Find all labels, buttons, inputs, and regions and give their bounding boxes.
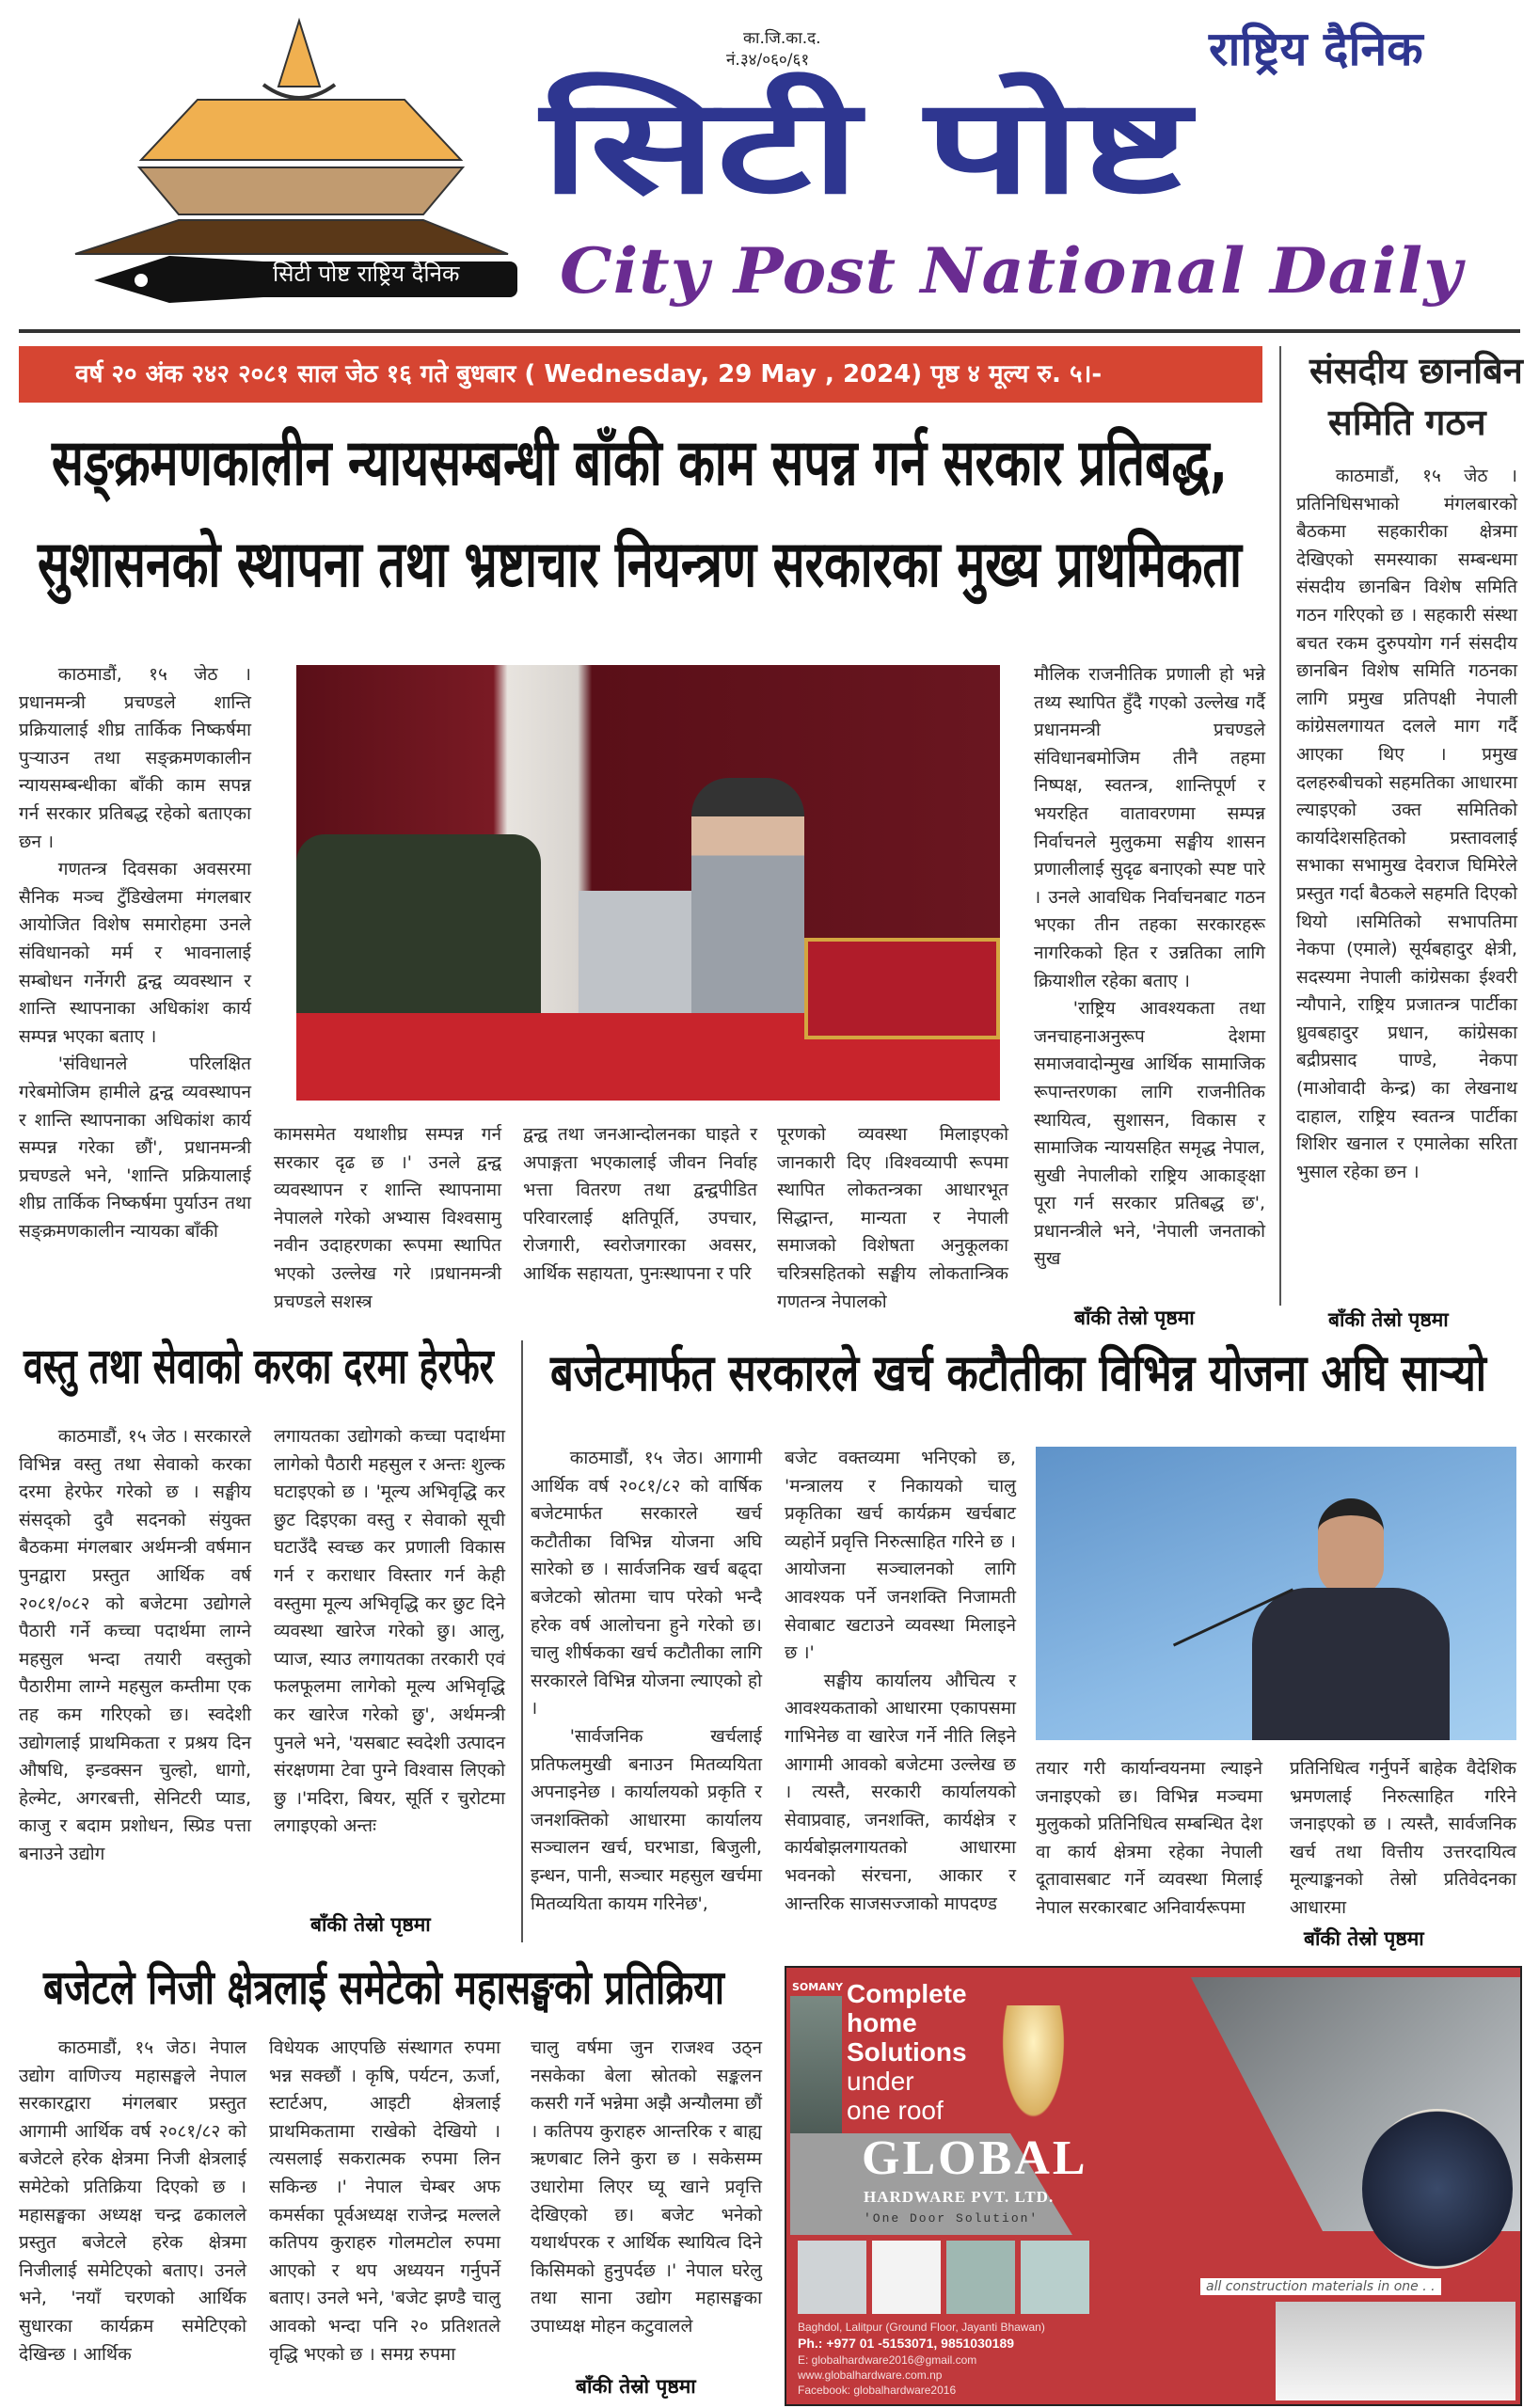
tax-headline: वस्तु तथा सेवाको करका दरमा हेरफेर <box>24 1339 494 1395</box>
minister-suit <box>1252 1588 1450 1740</box>
ad-slogan: Complete home Solutions under one roof <box>847 1979 967 2125</box>
lead-photo-prime-minister-speech <box>296 665 1000 1101</box>
lead-column-1: काठमाडौं, १५ जेठ । प्रधानमन्त्री प्रचण्डले शान्ति प्रक्रियालाई शीघ्र तार्किक निष्कर्षमा पुऱ्याउन तथा सङ्क्रमणकालीन न्यायसम्बन्धीका बाँकी काम सपन्न गर्न सरकार प्रतिबद्ध रहेको बताएका छन । गणतन्त्र दिवसका अवसरमा सैनिक मञ्च टुँडिखेलमा मंगलबार आयोजित विशेष समारोहमा उनले संविधानको मर्म र भावनालाई सम्बोधन गर्नेगरी द्वन्द्व व्यवस्थान र शान्ति स्थापनाका अधिकांश कार्य सम्पन्न भएका बताए । 'संविधानले परिलक्षित गरेबमोजिम हामीले द्वन्द्व व्यवस्थापन र शान्ति स्थापनाका अधिकांश कार्य सम्पन्न गरेका छौं', प्रधानमन्त्री प्रचण्डले भने, 'शान्ति प्रक्रियालाई शीघ्र तार्किक निष्कर्षमा पुर्याउन तथा सङ्क्रमणकालीन न्यायका बाँकी <box>19 664 251 1242</box>
toilet-thumb <box>946 2241 1015 2314</box>
budget-column-1: काठमाडौं, १५ जेठ। आगामी आर्थिक वर्ष २०८१/८२ को वार्षिक बजेटमार्फत सरकारले खर्च कटौतीका विभिन्न योजना अघि सारेको छ । सार्वजनिक खर्च बढ्दा बजेटको स्रोतमा चाप परेको भन्दै हरेक वर्ष आलोचना हुने गरेको छ। चालु शीर्षकका खर्च कटौतीका लागि सरकारले विभिन्न योजना ल्याएको हो । 'सार्वजनिक खर्चलाई प्रतिफलमुखी बनाउन मितव्ययिता अपनाइनेछ । कार्यालयको प्रकृति र जनशक्तिको आधारमा कार्यालय सञ्चालन खर्च, घरभाडा, बिजुली, इन्धन, पानी, सञ्चार महसुल खर्चमा मितव्ययिता कायम गरिनेछ', <box>531 1448 762 1914</box>
federation-column-3: चालु वर्षमा जुन राजश्व उठ्न नसकेका बेला स्रोतको सङ्कलन कसरी गर्ने भन्नेमा अझै अन्यौलमा छौं । कतिपय कुराहरु आन्तरिक र बाह्य ऋणबाट लिने कुरा छ । सकेसम्म उधारोमा लिएर घ्यू खाने प्रवृत्ति देखिएको छ। बजेट भनेको यथार्थपरक र आर्थिक स्थायित्व दिने किसिमको हुनुपर्दछ ।' नेपाल घरेलु तथा साना उद्योग महासङ्घका उपाध्यक्ष मोहन कटुवालले <box>531 2037 762 2337</box>
dateline: वर्ष २० अंक २४२ २०८१ साल जेठ १६ गते बुधबार ( Wednesday, 29 May , 2024) पृष्ठ ४ मूल्य रु. ५।- <box>75 360 1103 388</box>
federation-continued-link[interactable]: बाँकी तेस्रो पृष्ठमा <box>576 2375 696 2398</box>
sidebar-headline-2: समिति गठन <box>1328 402 1486 443</box>
lead-column-5: मौलिक राजनीतिक प्रणाली हो भन्ने तथ्य स्थापित हुँदै गएको उल्लेख गर्दै प्रधानमन्त्री प्रचण्डले संविधानबमोजिम तीनै तहमा निष्पक्ष, स्वतन्त्र, शान्तिपूर्ण र भयरहित वातावरणमा सम्पन्न निर्वाचनले मुलुकमा सङ्घीय शासन प्रणालीलाई सुदृढ बनाएको स्पष्ट पारे । उनले आवधिक निर्वाचनबाट गठन भएका तीन तहका सरकारहरू नागरिकको हित र उन्नतिका लागि क्रियाशील रहेका बताए । 'राष्ट्रिय आवश्यकता तथा जनचाहनाअनुरूप देशमा समाजवादोन्मुख आर्थिक सामाजिक रूपान्तरणका लागि राजनीतिक स्थायित्व, सुशासन, विकास र सामाजिक न्यायसहित समृद्ध नेपाल, सुखी नेपालीको राष्ट्रिय आकाङ्क्षा पूरा गर्न सरकार प्रतिबद्ध छ', प्रधानन्त्रीले भने, 'नेपाली जनताको सुख <box>1034 664 1265 1270</box>
budget-column-4: प्रतिनिधित्व गर्नुपर्ने बाहेक वैदेशिक भ्रमणलाई निरुत्साहित गरिने जनाइएको छ । त्यस्तै, सार्वजनिक खर्च तथा वित्तीय उत्तरदायित्व मूल्याङ्कनको तेस्रो प्रतिवेदनका आधारमा <box>1290 1758 1516 1918</box>
product-thumbnails <box>798 2241 1089 2314</box>
date-band <box>19 346 1262 403</box>
masthead-rule <box>19 329 1520 333</box>
masthead-title-nepali: सिटी पोष्ट <box>541 71 1190 224</box>
sidebar-headline-1: संसदीय छानबिन <box>1309 350 1523 391</box>
ad-contact: Baghdol, Lalitpur (Ground Floor, Jayanti Bhawan) Ph.: +977 01 -5153071, 9851030189 E: globalhardware2016@gmail.com www.globalhardware.com.np Facebook: globalhardware2016 <box>798 2321 1045 2397</box>
shower-cabin-photo <box>1362 2109 1513 2269</box>
registration-line-2: नं.३४/०६०/६१ <box>726 51 810 70</box>
masthead-title-english-box <box>560 233 1463 309</box>
lead-headline-line-1: सङ्क्रमणकालीन न्यायसम्बन्धी बाँकी काम सपन्न गर्न सरकार प्रतिबद्ध, <box>52 426 1228 500</box>
sidebar-body: काठमाडौं, १५ जेठ । प्रतिनिधिसभाको मंगलबारको बैठकमा सहकारीका क्षेत्रमा देखिएको समस्याका सम्बन्धमा संसदीय छानबिन विशेष समिति गठन गरिएको छ । सहकारी संस्था बचत रकम दुरुपयोग गर्न संसदीय छानबिन विशेष समिति गठनका लागि प्रमुख प्रतिपक्षी नेपाली कांग्रेसलगायत दलले माग गर्दै आएका थिए । प्रमुख दलहरुबीचको सहमतिका आधारमा ल्याइएको उक्त समितिको कार्यादेशसहितको प्रस्तावलाई सभाका सभामुख देवराज घिमिरेले प्रस्तुत गर्दा बैठकले सहमति दिएको थियो ।समितिको सभापतिमा नेकपा (एमाले) सूर्यबहादुर क्षेत्री, सदस्यमा नेपाली कांग्रेसका ईश्वरी न्यौपाने, राष्ट्रिय प्रजातन्त्र पार्टीका ध्रुवबहादुर प्रधान, कांग्रेसका बद्रीप्रसाद पाण्डे, नेकपा (माओवादी केन्द्र) का लेखनाथ दाहाल, राष्ट्रिय स्वतन्त्र पार्टीका शिशिर खनाल र एमालेका सरिता भुसाल रहेका छन । <box>1296 466 1517 1182</box>
tax-continued-link[interactable]: बाँकी तेस्रो पृष्ठमा <box>310 1913 431 1936</box>
ad-company-sub: HARDWARE PVT. LTD. <box>864 2188 1055 2206</box>
federation-column-2: विधेयक आएपछि संस्थागत रुपमा भन्न सक्छौं । कृषि, पर्यटन, ऊर्जा, स्टार्टअप, आइटी क्षेत्रलाई प्राथमिकतामा राखेको देखियो । त्यसलाई सकरात्मक रुपमा लिन सकिन्छ ।' नेपाल चेम्बर अफ कमर्सका पूर्वअध्यक्ष राजेन्द्र मल्लले कतिपय कुराहरु गोलमटोल रुपमा आएको र थप अध्ययन गर्नुपर्ने बताए। उनले भने, 'बजेट झण्डै चालु आवको भन्दा पनि २० प्रतिशतले वृद्धि भएको छ । समग्र रुपमा <box>269 2037 500 2365</box>
shower-head-thumb <box>798 2241 866 2314</box>
bathtub-photo <box>1276 2302 1515 2400</box>
registration-line-1: का.जि.का.द. <box>743 29 821 48</box>
sidebar-divider <box>1279 346 1281 1306</box>
faucet-thumb <box>872 2241 941 2314</box>
global-hardware-advertisement[interactable] <box>785 1966 1522 2406</box>
budget-continued-link[interactable]: बाँकी तेस्रो पृष्ठमा <box>1304 1927 1424 1950</box>
masthead <box>0 0 1539 325</box>
tax-budget-divider <box>521 1340 523 1942</box>
ad-strap: all construction materials in one . . <box>1200 2278 1441 2295</box>
lead-continued-link[interactable]: बाँकी तेस्रो पृष्ठमा <box>1074 1307 1195 1329</box>
budget-column-3: तयार गरी कार्यान्वयनमा ल्याइने जनाइएको छ। विभिन्न मञ्चमा मुलुकको प्रतिनिधित्व सम्बन्धित देश वा कार्य क्षेत्रमा रहेका नेपाली दूतावासबाट गर्ने व्यवस्था मिलाई नेपाल सरकारबाट अनिवार्यरूपमा <box>1036 1758 1262 1918</box>
red-chairs <box>804 938 1000 1039</box>
chandelier-icon <box>998 2005 1069 2128</box>
budget-headline: बजेटमार्फत सरकारले खर्च कटौतीका विभिन्न योजना अघि सार्‍यो <box>550 1343 1486 1402</box>
lead-column-3: द्वन्द्व तथा जनआन्दोलनका घाइते र अपाङ्गता भएकालाई जीवन निर्वाह भत्ता वितरण तथा द्वन्द्वपीडित परिवारलाई क्षतिपूर्ति, उपचार, रोजगारी, स्वरोजगारका अवसर, आर्थिक सहायता, पुनःस्थापना र परि <box>523 1124 757 1284</box>
federation-headline: बजेटले निजी क्षेत्रलाई समेटेको महासङ्घको प्रतिक्रिया <box>43 1960 724 2015</box>
federation-column-1: काठमाडौं, १५ जेठ। नेपाल उद्योग वाणिज्य महासङ्घले नेपाल सरकारद्वारा मंगलबार प्रस्तुत आगामी आर्थिक वर्ष २०८१/८२ को बजेटले हरेक क्षेत्रमा निजी क्षेत्रलाई समेटेको प्रतिक्रिया दिएको छ । महासङ्घका अध्यक्ष चन्द्र ढकालले प्रस्तुत बजेटले हरेक क्षेत्रमा निजीलाई समेटिएको बताए। उनले भने, 'नयाँ चरणको आर्थिक सुधारका कार्यक्रम समेटिएको देखिन्छ । आर्थिक <box>19 2037 246 2365</box>
lead-column-4: पूरणको व्यवस्था मिलाइएको जानकारी दिए ।विश्वव्यापी रूपमा स्थापित लोकतन्त्रका आधारभूत सिद्धान्त, मान्यता र नेपाली समाजको विशेषता अनुकूलका चरित्रसहितको सङ्घीय लोकतान्त्रिक गणतन्त्र नेपालको <box>777 1124 1008 1312</box>
tax-column-2: लगायतका उद्योगको कच्चा पदार्थमा लागेको पैठारी महसुल र अन्तः शुल्क घटाइएको छ । 'मूल्य अभिवृद्धि कर छुट दिइएका वस्तु र सेवाको सूची घटाउँदै स्वच्छ कर प्रणाली विकास गर्न र कराधार विस्तार गर्न केही वस्तुमा मूल्य अभिवृद्धि कर छुट दिने व्यवस्था खारेज गरेको छु। आलु, प्याज, स्याउ लगायतका तरकारी एवं फलफूलमा लागेको मूल्य अभिवृद्धि कर खारेज गरेको छु', अर्थमन्त्री पुनले भने, 'यसबाट स्वदेशी उत्पादन संरक्षणमा टेवा पुग्ने विश्वास लिएको छु ।'मदिरा, बियर, सूर्ति र चुरोटमा लगाइएको अन्तः <box>274 1426 505 1837</box>
ad-motto: 'One Door Solution' <box>864 2211 1039 2226</box>
masthead-title-english: City Post National Daily <box>560 234 1463 308</box>
finance-minister-photo <box>1036 1447 1516 1740</box>
ad-company-name: GLOBAL <box>862 2131 1088 2185</box>
lead-column-2: कामसमेत यथाशीघ्र सम्पन्न गर्न सरकार दृढ छ ।' उनले द्वन्द्व व्यवस्थापन र शान्ति स्थापनामा नेपालले गरेको अभ्यास विश्वसामु नवीन उदाहरणका रूपमा स्थापित भएको उल्लेख गरे ।प्रधानमन्त्री प्रचण्डले सशस्त्र <box>274 1124 501 1312</box>
lead-headline-line-2: सुशासनको स्थापना तथा भ्रष्टाचार नियन्त्रण सरकारका मुख्य प्राथमिकता <box>38 528 1242 602</box>
officers-figures <box>296 834 541 1022</box>
basin-thumb <box>1021 2241 1089 2314</box>
tax-column-1: काठमाडौं, १५ जेठ । सरकारले विभिन्न वस्तु तथा सेवाको करका दरमा हेरफेर गरेको छ । सङ्घीय संसद्को दुवै सदनको संयुक्त बैठकमा मंगलबार अर्थमन्त्री वर्षमान पुनद्वारा प्रस्तुत आर्थिक वर्ष २०८१/०८२ को बजेटमा उद्योगले पैठारी गर्ने कच्चा पदार्थमा लाग्ने महसुल भन्दा तयारी वस्तुको पैठारीमा लाग्ने महसुल कम्तीमा एक तह कम गरिएको छ। स्वदेशी उद्योगलाई प्राथमिकता र प्रश्रय दिन औषधि, इन्डक्सन चुल्हो, धागो, हेल्मेट, अगरबत्ती, सेनिटरी प्याड, काजु र बदाम प्रशोधन, स्प्रिड पत्ता बनाउने उद्योग <box>19 1426 251 1864</box>
masthead-title-nepali-box <box>541 71 1190 224</box>
sidebar-continued-link[interactable]: बाँकी तेस्रो पृष्ठमा <box>1328 1308 1449 1331</box>
minister-head <box>1318 1498 1384 1595</box>
budget-column-2: बजेट वक्तव्यमा भनिएको छ, 'मन्त्रालय र निकायको चालु प्रकृतिका खर्च कार्यक्रम खर्चबाट व्यहोर्ने प्रवृत्ति निरुत्साहित गरिने छ । आयोजना सञ्चालनको लागि आवश्यक पर्ने जनशक्ति निजामती सेवाबाट खटाउने व्यवस्था मिलाइने छ ।' सङ्घीय कार्यालय औचित्य र आवश्यकताको आधारमा एकापसमा गाभिनेछ वा खारेज गर्ने नीति लिइने आगामी आवको बजेटमा उल्लेख छ । त्यस्तै, सरकारी कार्यालयको सेवाप्रवाह, जनशक्ति, कार्यक्षेत्र र कार्यबोझलगायतको आधारमा भवनको संरचना, आकार र आन्तरिक साजसज्जाको मापदण्ड <box>785 1448 1016 1914</box>
brand-tile: SOMANY <box>790 1979 842 2139</box>
masthead-tagline: राष्ट्रिय दैनिक <box>1209 22 1423 76</box>
logo-banner-text: सिटी पोष्ट राष्ट्रिय दैनिक <box>273 261 460 287</box>
